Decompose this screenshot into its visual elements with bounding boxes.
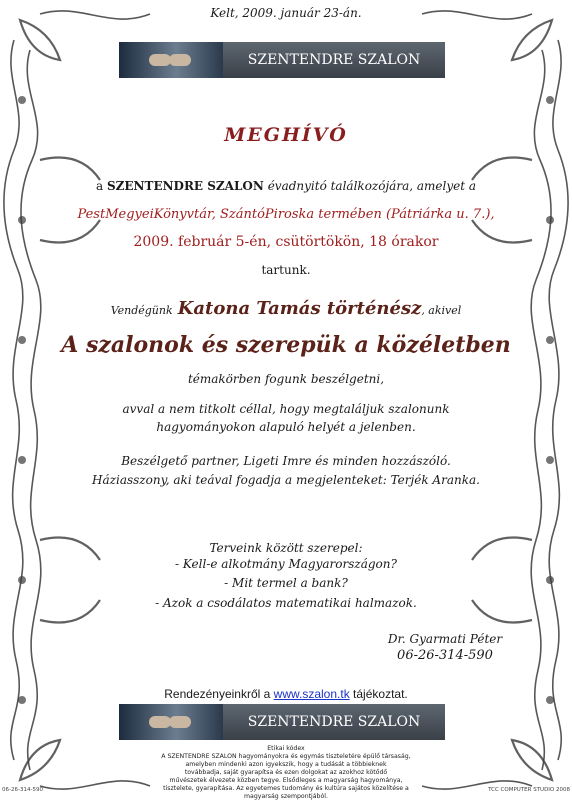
- intro-line: a SZENTENDRE SZALON évadnyitó találkozójára, amelyet a: [95, 179, 476, 193]
- footer-left-note: 06-26-314-590: [2, 787, 43, 793]
- ethics-code-title: Etikai kódex: [267, 745, 305, 752]
- goal-line-1: avval a nem titkolt céllal, hogy megtaláljuk szalonunk: [122, 402, 450, 416]
- guest-name: Katona Tamás történész: [177, 298, 422, 319]
- footer-right-note: TCC COMPUTER STUDIO 2008: [488, 787, 570, 793]
- plan-item-3: - Azok a csodálatos matematikai halmazok.: [155, 596, 417, 610]
- handshake-image: [119, 704, 223, 740]
- signer-name: Dr. Gyarmati Péter: [387, 632, 503, 646]
- invitation-title: MEGHÍVÓ: [224, 124, 348, 146]
- held-line: tartunk.: [261, 263, 311, 277]
- website-line: Rendezényeinkről a www.szalon.tk tájékoztat.: [164, 687, 408, 701]
- ethics-line: művészetek élvezete közben tegye. Elsődleges a magyarság hagyománya,: [169, 777, 403, 784]
- signature-block: [370, 632, 520, 663]
- plan-item-1: - Kell-e alkotmány Magyarországon?: [175, 557, 397, 571]
- ethics-line: továbbadja, saját gyarapítsa és ezen dolgokat az azokhoz kötődő: [184, 769, 388, 776]
- issue-date: Kelt, 2009. január 23-án.: [210, 6, 362, 20]
- topic-line: témakörben fogunk beszélgetni,: [187, 372, 385, 386]
- event-datetime: 2009. február 5-én, csütörtökön, 18 órakor: [133, 234, 439, 250]
- talk-topic: A szalonok és szerepük a közéletben: [61, 332, 511, 358]
- banner-name: SZENTENDRE SZALON: [247, 714, 421, 730]
- szalon-banner-bottom: [119, 704, 445, 740]
- venue-line: PestMegyeiKönyvtár, SzántóPiroska termében (Pátriárka u. 7.),: [77, 207, 495, 222]
- ethics-line: A SZENTENDRE SZALON hagyományokra és egymás tiszteletére épülő társaság,: [161, 753, 411, 760]
- website-link[interactable]: www.szalon.tk: [273, 687, 350, 701]
- hostess-line: Háziasszony, aki teával fogadja a megjelenteket: Terjék Aranka.: [92, 473, 480, 487]
- plan-item-2: - Mit termel a bank?: [224, 576, 348, 590]
- plans-heading: Terveink között szerepel:: [209, 541, 363, 555]
- szalon-banner-top: [119, 42, 445, 78]
- handshake-image: [119, 42, 223, 78]
- partner-line: Beszélgető partner, Ligeti Imre és minden hozzászóló.: [121, 454, 451, 468]
- ethics-line: amelyben mindenki azon igyekszik, hogy a tudását a többieknek: [185, 761, 387, 768]
- ethics-code: [148, 745, 424, 801]
- ethics-line: tisztelete, gyarapítása. Az egyetemes tudomány és kultúra sajátos közelítése a magyarság szempontjából.: [163, 785, 409, 800]
- guest-line: Vendégünk Katona Tamás történész, akivel: [110, 298, 462, 319]
- signer-phone: 06-26-314-590: [397, 648, 493, 663]
- banner-name: SZENTENDRE SZALON: [247, 52, 421, 68]
- goal-line-2: hagyományokon alapuló helyét a jelenben.: [156, 420, 416, 434]
